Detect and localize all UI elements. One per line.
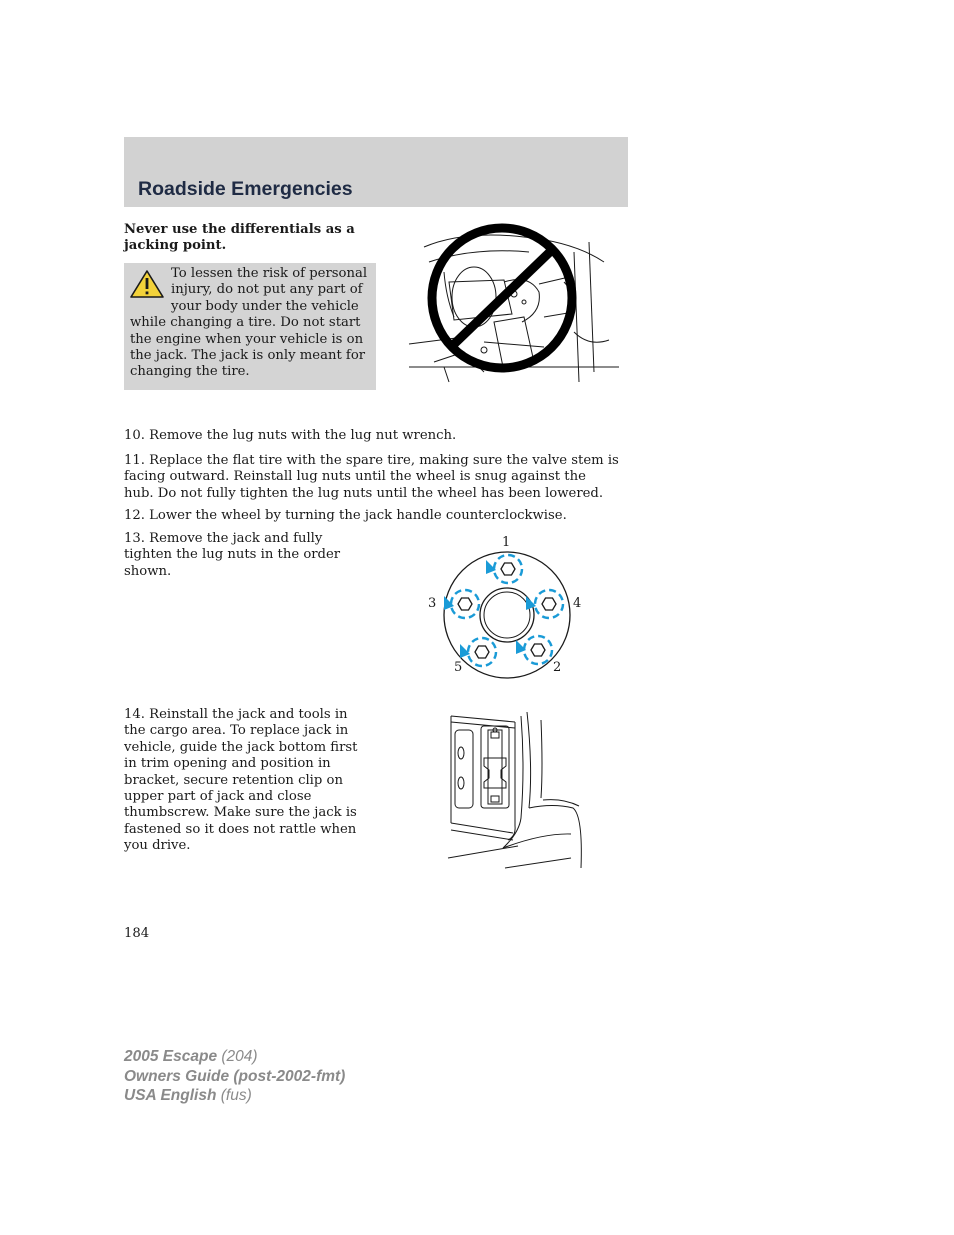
lug-label-4: 4 xyxy=(573,596,582,611)
step-14: 14. Reinstall the jack and tools in the cargo area. To replace jack in vehicle, guide the jack bottom first in trim opening and position in bracket, secure retention clip on upper part of jack and close thumbscrew. Make sure the jack is fastened so it does not rattle when you drive. xyxy=(124,707,358,854)
lug-nut-2 xyxy=(531,644,545,656)
step-10: 10. Remove the lug nuts with the lug nut wrench. xyxy=(124,428,457,443)
lug-label-2: 2 xyxy=(553,660,562,675)
warning-text: To lessen the risk of personal injury, do not put any part of your body under the vehicle while changing a tire. Do not start the engine when your vehicle is on the jack. The jack is only meant for changing the tire. xyxy=(130,266,368,380)
step-13: 13. Remove the jack and fully tighten the lug nuts in the order shown. xyxy=(124,531,341,579)
step-12: 12. Lower the wheel by turning the jack handle counterclockwise. xyxy=(124,508,567,523)
document-footer xyxy=(124,1047,345,1106)
section-title: Roadside Emergencies xyxy=(138,178,353,200)
lug-nut-3 xyxy=(458,598,472,610)
footer-line-2: Owners Guide (post-2002-fmt) xyxy=(124,1067,346,1085)
footer-line-3: USA English (fus) xyxy=(124,1087,252,1104)
lug-nut-5 xyxy=(475,646,489,658)
section-header xyxy=(124,137,628,207)
warning-box xyxy=(124,263,376,390)
footer-line-1: 2005 Escape (204) xyxy=(124,1048,258,1065)
lug-nut-4 xyxy=(542,598,556,610)
lug-label-1: 1 xyxy=(502,535,511,550)
lug-nut-1 xyxy=(501,563,515,575)
lug-nut-order-figure xyxy=(420,532,590,680)
lug-label-5: 5 xyxy=(454,660,463,675)
warning-triangle-icon xyxy=(129,269,165,299)
no-jacking-differential-figure xyxy=(404,222,620,394)
page-number: 184 xyxy=(124,926,150,941)
jack-storage-figure xyxy=(443,708,588,870)
differential-caution: Never use the differentials as a jacking point. xyxy=(124,222,355,254)
lug-label-3: 3 xyxy=(428,596,437,611)
step-11: 11. Replace the flat tire with the spare tire, making sure the valve stem is facing outward. Reinstall lug nuts until the wheel is snug against the hub. Do not fully tighten the lug nuts until the wheel has been lowered. xyxy=(124,453,619,501)
